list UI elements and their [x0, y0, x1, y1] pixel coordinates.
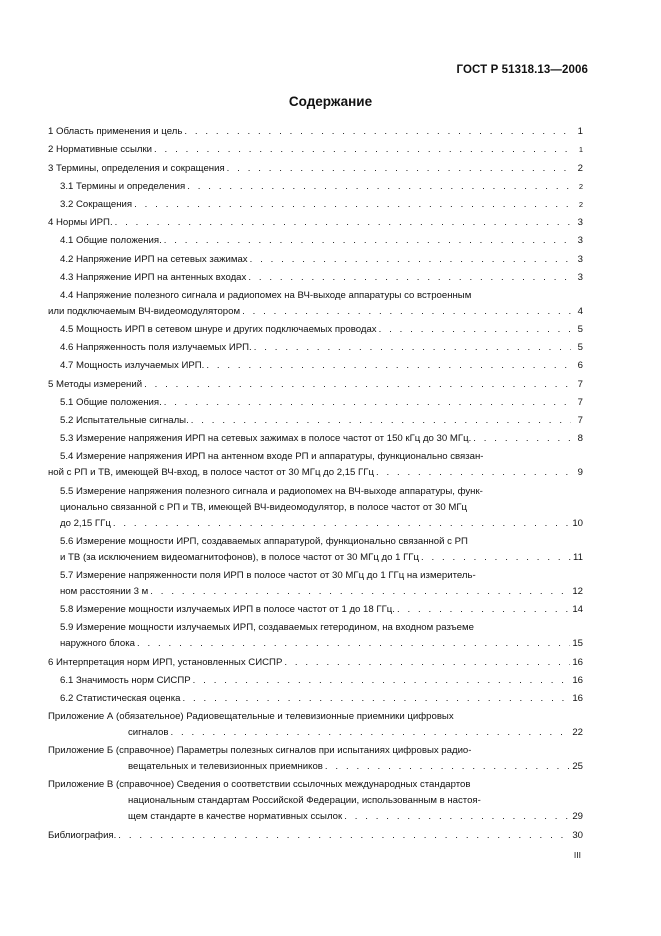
toc-entry-bibliography[interactable]: Библиография. . . . 30	[48, 828, 583, 844]
table-of-contents	[48, 122, 583, 844]
page-title: Содержание	[288, 94, 373, 109]
toc-entry-4-5[interactable]: 4.5 Мощность ИРП в сетевом шнуре и других подключаемых проводах . . . 5	[48, 322, 583, 338]
toc-entry-4[interactable]: 4 Нормы ИРП. . . . 3	[48, 215, 583, 231]
toc-entry-5-8[interactable]: 5.8 Измерение мощности излучаемых ИРП в полосе частот от 1 до 18 ГГц. . . . 14	[48, 602, 583, 618]
toc-entry-1[interactable]: 1 Область применения и цель . . . 1	[48, 124, 583, 140]
toc-entry-6-1[interactable]: 6.1 Значимость норм СИСПР . . . 16	[48, 673, 583, 689]
toc-entry-5[interactable]: 5 Методы измерений . . . 7	[48, 377, 583, 393]
toc-entry-6-2[interactable]: 6.2 Статистическая оценка . . . 16	[48, 691, 583, 707]
toc-entry-5-2[interactable]: 5.2 Испытательные сигналы. . . . 7	[48, 413, 583, 429]
toc-entry-5-3[interactable]: 5.3 Измерение напряжения ИРП на сетевых зажимах в полосе частот от 150 кГц до 30 МГц. . . . 8	[48, 431, 583, 447]
toc-entry-5-5[interactable]: 5.5 Измерение напряжения полезного сигнала и радиопомех на ВЧ-выходе аппаратуры, функ- ционально связанной с РП и ТВ, имеющей ВЧ-видеомодулятор, в полосе частот от 30 МГц до 2,15 ГГц . . . 10	[48, 484, 583, 532]
toc-entry-6[interactable]: 6 Интерпретация норм ИРП, установленных СИСПР . . . 16	[48, 655, 583, 671]
toc-entry-3[interactable]: 3 Термины, определения и сокращения . . . 2	[48, 161, 583, 177]
toc-entry-appendix-a[interactable]: Приложение А (обязательное) Радиовещательные и телевизионные приемники цифровых сигналов . . . 22	[48, 709, 583, 741]
toc-entry-5-6[interactable]: 5.6 Измерение мощности ИРП, создаваемых аппаратурой, функционально связанной с РП и ТВ (за исключением видеомагнитофонов), в полосе частот от 30 МГц до 1 ГГц . . . 11	[48, 534, 583, 566]
standard-code: ГОСТ Р 51318.13—2006	[456, 64, 588, 76]
toc-entry-3-1[interactable]: 3.1 Термины и определения . . . 2	[48, 179, 583, 195]
toc-entry-2[interactable]: 2 Нормативные ссылки . . . 1	[48, 142, 583, 158]
toc-entry-4-3[interactable]: 4.3 Напряжение ИРП на антенных входах . . . 3	[48, 270, 583, 286]
toc-entry-4-4[interactable]: 4.4 Напряжение полезного сигнала и радиопомех на ВЧ-выходе аппаратуры со встроенным или подключаемым ВЧ-видеомодулятором . . . 4	[48, 288, 583, 320]
toc-entry-5-1[interactable]: 5.1 Общие положения. . . . 7	[48, 395, 583, 411]
toc-entry-4-7[interactable]: 4.7 Мощность излучаемых ИРП. . . . 6	[48, 358, 583, 374]
page-number: III	[573, 850, 581, 860]
toc-entry-4-1[interactable]: 4.1 Общие положения. . . . 3	[48, 233, 583, 249]
toc-entry-4-6[interactable]: 4.6 Напряженность поля излучаемых ИРП. . . . 5	[48, 340, 583, 356]
toc-entry-5-9[interactable]: 5.9 Измерение мощности излучаемых ИРП, создаваемых гетеродином, на входном разъеме наружного блока . . . 15	[48, 620, 583, 652]
toc-entry-5-7[interactable]: 5.7 Измерение напряженности поля ИРП в полосе частот от 30 МГц до 1 ГГц на измеритель- ном расстоянии 3 м . . . 12	[48, 568, 583, 600]
toc-entry-appendix-b[interactable]: Приложение Б (справочное) Параметры полезных сигналов при испытаниях цифровых радио- вещательных и телевизионных приемников . . . 25	[48, 743, 583, 775]
toc-entry-5-4[interactable]: 5.4 Измерение напряжения ИРП на антенном входе РП и аппаратуры, функционально связан- ной с РП и ТВ, имеющей ВЧ-вход, в полосе частот от 30 МГц до 2,15 ГГц . . . 9	[48, 449, 583, 481]
toc-entry-4-2[interactable]: 4.2 Напряжение ИРП на сетевых зажимах . . . 3	[48, 252, 583, 268]
toc-entry-appendix-v[interactable]: Приложение В (справочное) Сведения о соответствии ссылочных международных стандартов национальным стандартам Российской Федерации, использованным в настоя- щем стандарте в качестве нормативных ссылок . . . 29	[48, 777, 583, 825]
toc-entry-3-2[interactable]: 3.2 Сокращения . . . 2	[48, 197, 583, 213]
